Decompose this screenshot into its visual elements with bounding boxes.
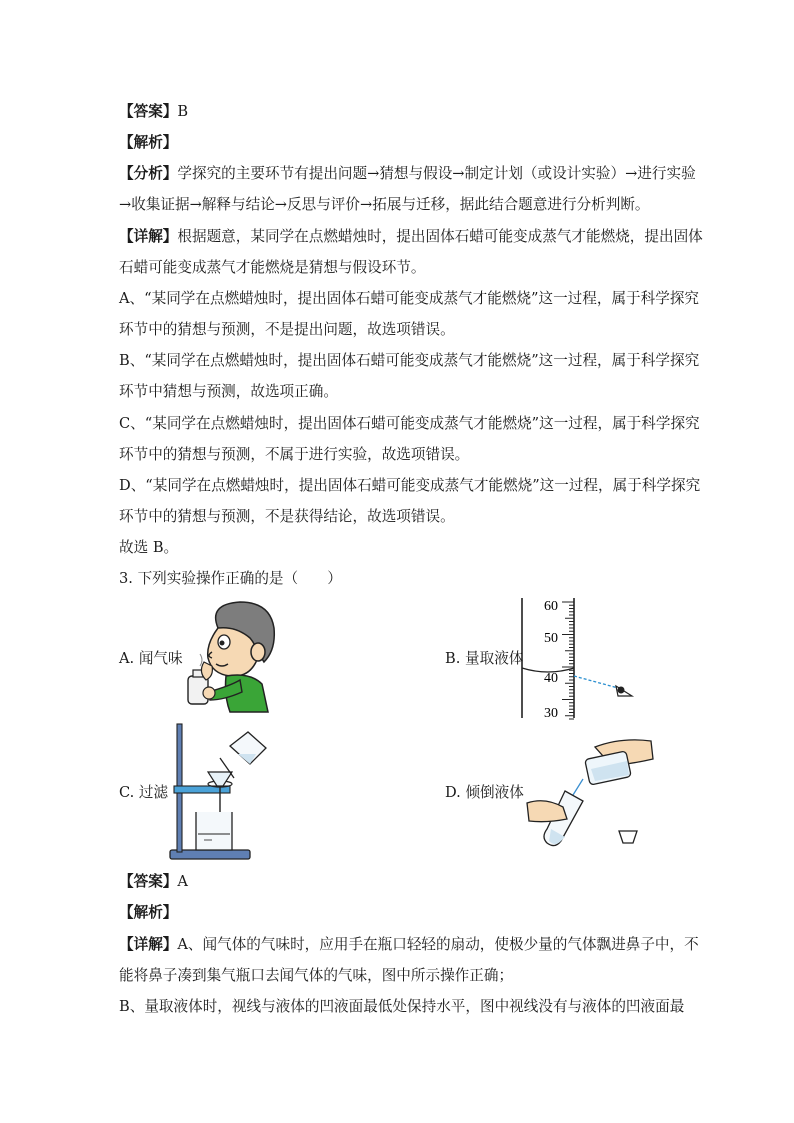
xiangjie-line-2: 石蜡可能变成蒸气才能燃烧是猜想与假设环节。 [119,259,426,276]
fenxi-line-2: →收集证据→解释与结论→反思与评价→拓展与迁移，据此结合题意进行分析判断。 [119,196,650,213]
answer-value-2: A [177,873,188,890]
tick-label-60: 60 [544,599,558,614]
fenxi-text-1: 学探究的主要环节有提出问题→猜想与假设→制定计划（或设计实验）→进行实验 [177,165,696,182]
option-d-line-1: D、“某同学在点燃蜡烛时，提出固体石蜡可能变成蒸气才能燃烧”这一过程，属于科学探究 [119,477,701,494]
smelling-figure [178,600,278,715]
xiangjie2-line-1 [119,935,699,955]
option-a-line-1: A、“某同学在点燃蜡烛时，提出固体石蜡可能变成蒸气才能燃烧”这一过程，属于科学探究 [119,290,700,307]
analysis-tag-1: 【解析】 [119,134,178,151]
choice-b-label: B. 量取液体 [445,650,524,667]
answer-value: B [177,103,189,120]
tick-label-40: 40 [544,671,558,686]
xiangjie-text-1: 根据题意，某同学在点燃蜡烛时，提出固体石蜡可能变成蒸气才能燃烧，提出固体 [177,228,703,245]
xiangjie2-text-1: A、闻气体的气味时，应用手在瓶口轻轻的扇动，使极少量的气体飘进鼻子中，不 [177,936,699,953]
xiangjie-line-1 [119,227,703,247]
xiangjie2-tag: 【详解】 [119,936,178,953]
option-c-line-2: 环节中的猜想与预测，不属于进行实验，故选项错误。 [119,446,470,463]
option-b-line-2: 环节中猜想与预测，故选项正确。 [119,383,338,400]
analysis-tag-2: 【解析】 [119,904,178,921]
pouring-figure [525,735,665,850]
tick-label-50: 50 [544,631,558,646]
option-c-line-1: C、“某同学在点燃蜡烛时，提出固体石蜡可能变成蒸气才能燃烧”这一过程，属于科学探究 [119,415,700,432]
eye-icon [616,686,632,696]
choice-d-label: D. 倾倒液体 [445,784,524,801]
stopper-icon [619,831,637,843]
answer-tag-2: 【答案】 [119,873,178,890]
choice-a-label: A. 闻气味 [119,650,183,667]
xiangjie2-line-2: 能将鼻子凑到集气瓶口去闻气体的气味，图中所示操作正确； [119,967,514,984]
filtration-figure [168,722,278,864]
question-3: 3. 下列实验操作正确的是（ ） [119,570,342,587]
choice-c-label: C. 过滤 [119,784,169,801]
answer-line-2 [119,872,679,892]
conclusion-1: 故选 B。 [119,539,179,556]
cylinder-ticks [562,602,574,719]
cylinder-figure [520,596,640,720]
option-b-line-1: B、“某同学在点燃蜡烛时，提出固体石蜡可能变成蒸气才能燃烧”这一过程，属于科学探究 [119,352,700,369]
option-d-line-2: 环节中的猜想与预测，不是获得结论，故选项错误。 [119,508,455,525]
xiangjie-tag: 【详解】 [119,228,178,245]
fenxi-line-1 [119,164,696,184]
fenxi-tag: 【分析】 [119,165,178,182]
tick-label-30: 30 [544,706,558,720]
xiangjie2-line-3: B、量取液体时，视线与液体的凹液面最低处保持水平，图中视线没有与液体的凹液面最 [119,998,685,1015]
answer-tag: 【答案】 [119,103,178,120]
answer-line-1 [119,102,679,122]
sight-line [574,676,618,688]
option-a-line-2: 环节中的猜想与预测，不是提出问题，故选项错误。 [119,321,455,338]
